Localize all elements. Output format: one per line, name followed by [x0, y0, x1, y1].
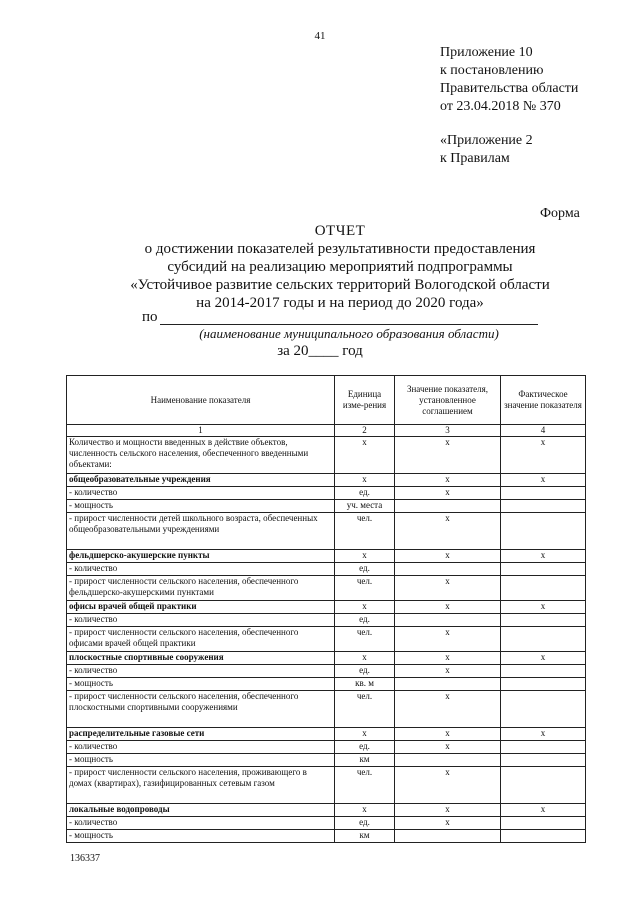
cell-name: - количество [67, 741, 335, 754]
table-row [67, 500, 586, 513]
cell-fact: х [501, 550, 586, 563]
municipality-fill-line [160, 324, 538, 325]
table-row [67, 513, 586, 550]
cell-name: офисы врачей общей практики [67, 601, 335, 614]
cell-plan: х [395, 652, 501, 665]
cell-fact [501, 627, 586, 652]
subtitle-line: субсидий на реализацию мероприятий подпрограммы [167, 259, 513, 275]
header-plan: Значение показателя, установленное соглашением [395, 376, 501, 425]
cell-fact: х [501, 474, 586, 487]
subtitle-line: «Устойчивое развитие сельских территорий Вологодской области [130, 277, 550, 293]
cell-plan: х [395, 691, 501, 728]
cell-plan: х [395, 817, 501, 830]
cell-plan [395, 614, 501, 627]
table-row [67, 767, 586, 804]
po-label: по [142, 309, 158, 325]
table-row [67, 550, 586, 563]
cell-plan [395, 830, 501, 843]
cell-fact: х [501, 601, 586, 614]
cell-fact [501, 767, 586, 804]
appendix-line: от 23.04.2018 № 370 [440, 99, 561, 114]
cell-name: - прирост численности сельского населения, проживающего в домах (квартирах), газифицированных сетевым газом [67, 767, 335, 804]
table-row [67, 665, 586, 678]
cell-fact [501, 830, 586, 843]
cell-unit: чел. [335, 576, 395, 601]
cell-plan: х [395, 804, 501, 817]
cell-fact [501, 500, 586, 513]
cell-unit: х [335, 652, 395, 665]
cell-name: - прирост численности сельского населения, обеспеченного фельдшерско-акушерскими пунктами [67, 576, 335, 601]
municipality-caption: (наименование муниципального образования области) [199, 326, 499, 341]
cell-unit: ед. [335, 614, 395, 627]
table-row [67, 614, 586, 627]
cell-fact [501, 754, 586, 767]
cell-plan [395, 500, 501, 513]
table-row [67, 652, 586, 665]
table-row [67, 627, 586, 652]
cell-name: - количество [67, 665, 335, 678]
cell-unit: км [335, 830, 395, 843]
cell-name: локальные водопроводы [67, 804, 335, 817]
cell-plan: х [395, 627, 501, 652]
cell-unit: км [335, 754, 395, 767]
cell-name: плоскостные спортивные сооружения [67, 652, 335, 665]
table-row [67, 804, 586, 817]
cell-name: - мощность [67, 500, 335, 513]
column-number: 2 [335, 425, 395, 437]
cell-plan: х [395, 437, 501, 474]
cell-plan: х [395, 487, 501, 500]
cell-fact [501, 817, 586, 830]
cell-plan: х [395, 728, 501, 741]
report-year: за 20____ год [277, 343, 363, 359]
table-row [67, 691, 586, 728]
cell-name: - мощность [67, 678, 335, 691]
table-row [67, 487, 586, 500]
cell-name: - прирост численности сельского населения, обеспеченного плоскостными спортивными сооружениями [67, 691, 335, 728]
cell-fact: х [501, 804, 586, 817]
subtitle-line: о достижении показателей результативности предоставления [144, 241, 536, 257]
cell-unit: х [335, 601, 395, 614]
indicators-table [66, 375, 586, 843]
column-number-row [67, 425, 586, 437]
title-block [60, 222, 620, 312]
cell-unit: чел. [335, 627, 395, 652]
cell-fact [501, 665, 586, 678]
cell-name: - количество [67, 614, 335, 627]
cell-plan: х [395, 665, 501, 678]
cell-name: - мощность [67, 754, 335, 767]
cell-unit: ед. [335, 817, 395, 830]
cell-name: - количество [67, 817, 335, 830]
table-row [67, 576, 586, 601]
table-row [67, 563, 586, 576]
appendix-block [440, 44, 578, 168]
cell-name: - прирост численности детей школьного возраста, обеспеченных общеобразовательными учреждениями [67, 513, 335, 550]
cell-plan: х [395, 474, 501, 487]
cell-plan: х [395, 741, 501, 754]
cell-unit: уч. места [335, 500, 395, 513]
cell-unit: чел. [335, 513, 395, 550]
cell-name: - количество [67, 487, 335, 500]
table-header-row [67, 376, 586, 425]
document-title: ОТЧЕТ [314, 223, 366, 239]
cell-fact [501, 563, 586, 576]
cell-fact [501, 614, 586, 627]
cell-name: - мощность [67, 830, 335, 843]
cell-plan: х [395, 513, 501, 550]
cell-plan: х [395, 767, 501, 804]
subtitle-line: на 2014-2017 годы и на период до 2020 года» [196, 295, 484, 311]
cell-name: распределительные газовые сети [67, 728, 335, 741]
header-unit: Единица изме-рения [335, 376, 395, 425]
cell-name: - количество [67, 563, 335, 576]
footer-code: 136337 [70, 853, 100, 864]
cell-name: Количество и мощности введенных в действие объектов, численность сельского населения, обеспеченного введенными объектами: [67, 437, 335, 474]
cell-unit: чел. [335, 767, 395, 804]
appendix-line: Приложение 10 [440, 45, 533, 60]
cell-fact [501, 513, 586, 550]
page-number: 41 [314, 30, 326, 42]
cell-fact: х [501, 728, 586, 741]
cell-unit: кв. м [335, 678, 395, 691]
cell-fact [501, 741, 586, 754]
cell-unit: чел. [335, 691, 395, 728]
cell-plan [395, 563, 501, 576]
cell-plan: х [395, 576, 501, 601]
cell-fact: х [501, 652, 586, 665]
cell-fact: х [501, 437, 586, 474]
table-row [67, 728, 586, 741]
cell-plan: х [395, 550, 501, 563]
cell-fact [501, 678, 586, 691]
cell-plan [395, 754, 501, 767]
cell-plan: х [395, 601, 501, 614]
cell-unit: х [335, 728, 395, 741]
cell-name: фельдшерско-акушерские пункты [67, 550, 335, 563]
cell-plan [395, 678, 501, 691]
column-number: 4 [501, 425, 586, 437]
appendix2-line: «Приложение 2 [440, 133, 533, 148]
cell-unit: х [335, 804, 395, 817]
form-label: Форма [540, 206, 580, 221]
table-row [67, 817, 586, 830]
cell-unit: х [335, 550, 395, 563]
table-row [67, 678, 586, 691]
cell-unit: ед. [335, 665, 395, 678]
cell-fact [501, 487, 586, 500]
table-row [67, 754, 586, 767]
column-number: 1 [67, 425, 335, 437]
cell-unit: ед. [335, 563, 395, 576]
cell-fact [501, 691, 586, 728]
cell-unit: х [335, 437, 395, 474]
cell-name: общеобразовательные учреждения [67, 474, 335, 487]
appendix2-line: к Правилам [440, 151, 510, 166]
table-row [67, 474, 586, 487]
header-fact: Фактическое значение показателя [501, 376, 586, 425]
appendix-line: к постановлению [440, 63, 544, 78]
table-row [67, 601, 586, 614]
table-row [67, 741, 586, 754]
header-name: Наименование показателя [67, 376, 335, 425]
cell-unit: ед. [335, 741, 395, 754]
cell-unit: ед. [335, 487, 395, 500]
column-number: 3 [395, 425, 501, 437]
cell-fact [501, 576, 586, 601]
cell-name: - прирост численности сельского населения, обеспеченного офисами врачей общей практики [67, 627, 335, 652]
table-row [67, 437, 586, 474]
table-row [67, 830, 586, 843]
cell-unit: х [335, 474, 395, 487]
appendix-line: Правительства области [440, 81, 579, 96]
